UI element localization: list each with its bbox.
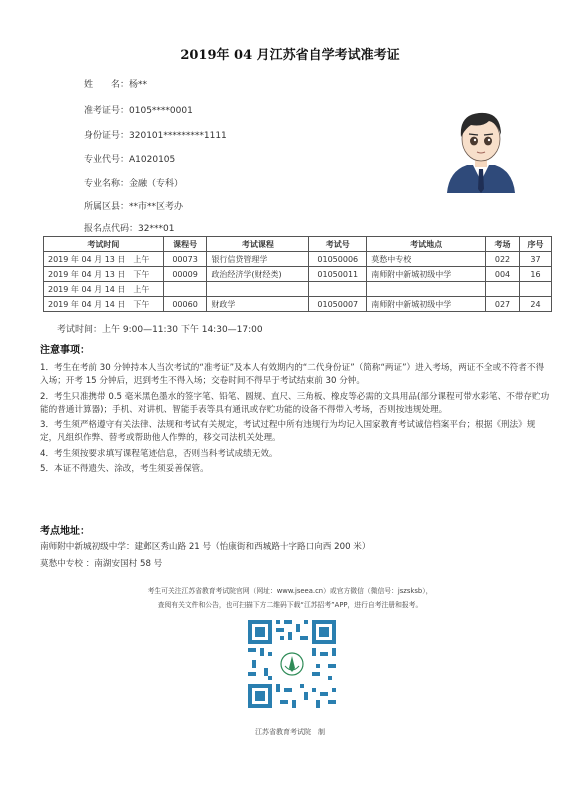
qr-code-icon[interactable] [244,616,340,712]
major-name-value: 金融（专科） [129,179,184,189]
cell-course-no: 00060 [163,297,207,312]
cell-room: 022 [486,252,520,267]
cell-exam-no: 01050006 [309,252,367,267]
cell-exam-no: 01050007 [309,297,367,312]
cell-exam-location: 莫愁中专校 [367,252,486,267]
notes-list [40,362,552,478]
cell-seat-no: 24 [519,297,551,312]
cell-room: 027 [486,297,520,312]
cell-exam-location: 南师附中新城初级中学 [367,297,486,312]
name-row [84,77,147,90]
header-exam-time: 考试时间 [44,237,164,252]
major-name-label: 专业名称： [84,179,130,189]
table-row [44,267,552,282]
cell-exam-time: 2019 年 04 月 14 日 上午 [44,282,164,297]
list-item: 4．考生须按要求填写课程笔迹信息，否则当科考试成绩无效。 [40,448,278,459]
list-item: 2．考生只准携带 0.5 毫米黑色墨水的签字笔、铅笔、圆规、直尺、三角板、橡皮等必需的文具用品(部分课程可带水彩笔、不带存贮功能的普通计算器)；手机、对讲机、智能手表等具有通讯或存贮功能的设备不得带入考场，否则按违规处理。 [40,391,550,415]
cell-exam-location [367,282,486,297]
site-code-label: 报名点代码： [84,224,139,234]
name-label: 姓 名： [84,80,130,90]
cell-exam-time: 2019 年 04 月 13 日 上午 [44,252,164,267]
site-code-row [84,221,174,234]
site-code-value: 32***01 [138,224,175,234]
address-line: 南师附中新城初级中学：建邺区秀山路 21 号（怡康街和西城路十字路口向西 200 米） [40,542,371,552]
table-row [44,282,552,297]
major-code-value: A1020105 [129,155,176,165]
cell-room [486,282,520,297]
header-exam-location: 考试地点 [367,237,486,252]
cell-course-name [207,282,309,297]
id-number-row [84,128,227,141]
student-photo-icon [445,99,517,193]
cell-seat-no: 37 [519,252,551,267]
cell-course-name: 财政学 [207,297,309,312]
list-item: 1．考生在考前 30 分钟持本人当次考试的“准考证”及本人有效期内的“二代身份证”（简称“两证”）进入考场，两证不全或不符者不得入场；开考 15 分钟后，迟到考生不得入场；交卷时间不得早于考试结束前 30 分钟。 [40,363,545,387]
cell-exam-time: 2019 年 04 月 14 日 下午 [44,297,164,312]
page-title: 2019年 04 月江苏省自学考试准考证 [180,48,400,63]
ticket-number-label: 准考证号： [84,106,130,116]
cell-course-name: 政治经济学(财经类) [207,267,309,282]
header-room: 考场 [486,237,520,252]
name-value: 杨** [129,80,148,90]
address-line: 莫愁中专校 ：南湖安国村 58 号 [40,559,163,569]
table-header-row [44,237,552,252]
cell-exam-no: 01050011 [309,267,367,282]
region-row [84,199,183,212]
table-row [44,252,552,267]
region-label: 所属区县： [84,202,130,212]
cell-exam-location: 南师附中新城初级中学 [367,267,486,282]
major-name-row [84,176,183,189]
header-course-no: 课程号 [163,237,207,252]
ticket-number-row [84,103,193,116]
cell-course-no: 00073 [163,252,207,267]
major-code-label: 专业代号： [84,155,130,165]
footer-line: 考生可关注江苏省教育考试院官网（网址：www.jseea.cn）或官方微信（微信号：jszsksb）， [147,587,433,595]
cell-course-name: 银行信贷管理学 [207,252,309,267]
cell-room: 004 [486,267,520,282]
footer-line: 查阅有关文件和公告，也可扫描下方二维码下载“江苏招考”APP，进行自考注册和报考。 [157,601,423,609]
cell-seat-no: 16 [519,267,551,282]
header-seat-no: 序号 [519,237,551,252]
cell-course-no [163,282,207,297]
issuer-line: 江苏省教育考试院 制 [255,728,325,736]
exam-time-line: 考试时间：上午 9:00—11:30 下午 14:30—17:00 [57,325,263,335]
region-value: **市**区考办 [129,202,184,212]
address-title: 考点地址： [40,526,90,537]
exam-schedule-table [43,236,552,312]
major-code-row [84,152,175,165]
list-item: 5．本证不得遗失、涂改，考生须妥善保管。 [40,464,209,475]
header-exam-no: 考试号 [309,237,367,252]
cell-course-no: 00009 [163,267,207,282]
table-row [44,297,552,312]
list-item: 3．考生须严格遵守有关法律、法规和考试有关规定，考试过程中所有违规行为均记入国家教育考试诚信档案平台；根据《刑法》规定，凡组织作弊、替考或帮助他人作弊的，移交司法机关处理。 [40,420,536,444]
header-course-name: 考试课程 [207,237,309,252]
ticket-number-value: 0105****0001 [129,106,193,116]
notes-title: 注意事项： [40,345,90,356]
cell-exam-time: 2019 年 04 月 13 日 下午 [44,267,164,282]
cell-exam-no [309,282,367,297]
id-number-label: 身份证号： [84,131,130,141]
cell-seat-no [519,282,551,297]
id-number-value: 320101*********1111 [129,131,227,141]
